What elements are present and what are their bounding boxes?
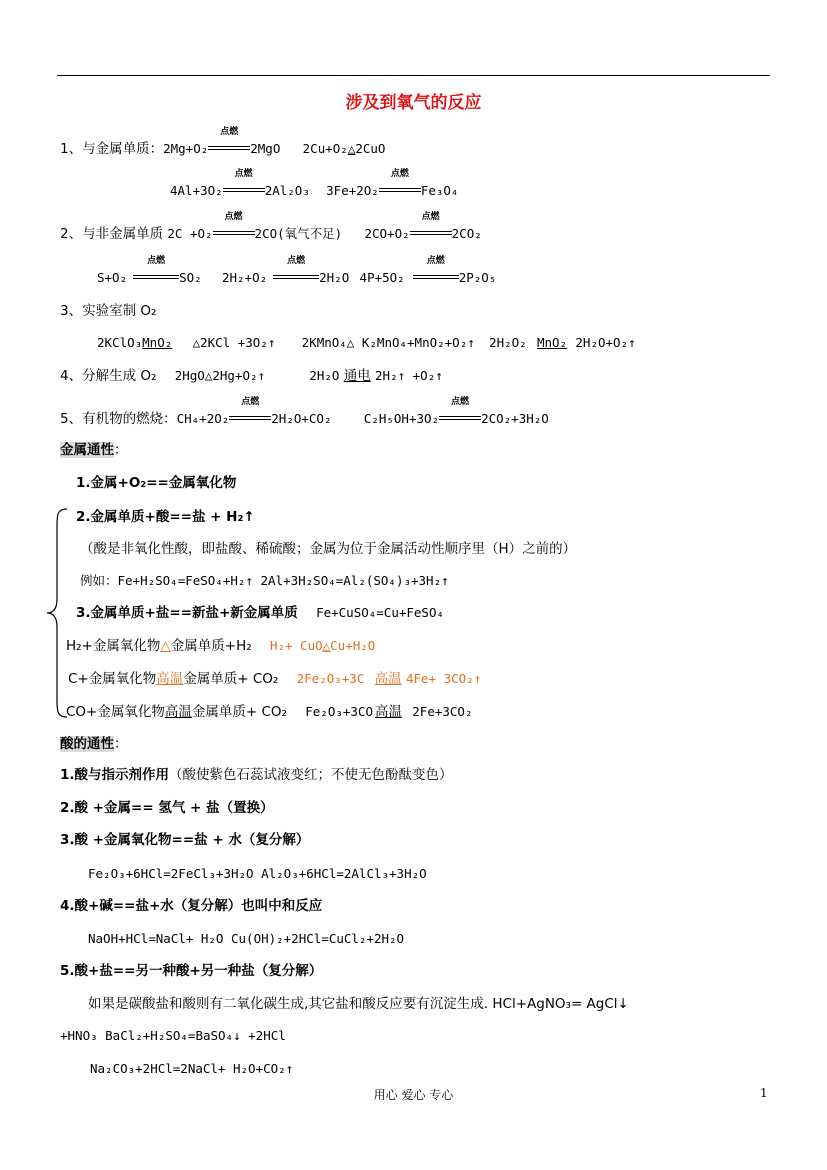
metal-rule-1: 1.金属+O₂==金属氧化物 xyxy=(76,475,237,491)
high-temp-condition: 高温 xyxy=(164,704,192,720)
rule-note: 如果是碳酸盐和酸则有二氧化碳生成,其它盐和酸反应要有沉淀生成. HCl+AgNO₃= AgCl↓ xyxy=(88,996,629,1012)
reaction-left: 2KClO₃ xyxy=(97,335,143,350)
acid-rule-5: 5.酸+盐==另一种酸+另一种盐（复分解） xyxy=(60,963,323,979)
metal-rule-2-example xyxy=(80,572,449,590)
high-temp-condition: 高温 xyxy=(374,704,402,720)
metal-rule-2-note: （酸是非氧化性酸，即盐酸、稀硫酸；金属为位于金属活动性顺序里（H）之前的） xyxy=(80,541,577,557)
h2-reduction xyxy=(66,637,375,655)
ignite-condition: 点燃 xyxy=(379,179,421,195)
reaction-left: 2H₂O₂ xyxy=(489,335,527,350)
rule-text: 1.酸与指示剂作用 xyxy=(60,767,170,783)
section-label: 5、有机物的燃烧： xyxy=(60,411,177,427)
page-number: 1 xyxy=(760,1086,768,1100)
acid-rule-5-note-2 xyxy=(60,1027,286,1045)
reaction-right: 2MgO xyxy=(250,141,281,156)
section-5 xyxy=(60,397,549,428)
reaction: 2HgO△2Hg+O₂↑ xyxy=(174,368,266,383)
example-text: NaOH+HCl=NaCl+ H₂O Cu(OH)₂+2HCl=CuCl₂+2H₂O xyxy=(88,931,405,946)
example-left: 2Fe₂O₃+3C xyxy=(296,671,365,686)
high-temp-condition: 高温 xyxy=(374,671,402,687)
section-label: 4、分解生成 O₂ xyxy=(60,368,157,384)
ignite-condition: 点燃 xyxy=(213,222,255,238)
section-3-line-2 xyxy=(97,334,636,352)
high-temp-condition: 高温 xyxy=(156,671,184,687)
heat-condition: △ xyxy=(160,638,171,654)
reaction-left: S+O₂ xyxy=(97,270,128,285)
reaction-left: 4P+5O₂ xyxy=(359,270,405,285)
section-2-line-2 xyxy=(97,256,497,287)
reaction: 2KMnO₄△ K₂MnO₄+MnO₂+O₂↑ xyxy=(301,335,475,350)
c-reduction xyxy=(68,670,481,688)
example-right: Cu+H₂O xyxy=(330,638,376,653)
rule-left: CO+金属氧化物 xyxy=(66,704,165,720)
ignite-condition: 点燃 xyxy=(208,137,250,153)
catalyst-condition: MnO₂ xyxy=(536,335,568,350)
reaction-right: 2CO₂ xyxy=(451,226,482,241)
page-title: 涉及到氧气的反应 xyxy=(345,93,482,113)
heat-condition: △ xyxy=(347,141,356,156)
acid-rule-5-note xyxy=(88,995,629,1013)
rule-note: （酸使紫色石蕊试液变红；不使无色酚酞变色） xyxy=(169,767,453,783)
metal-rule-3 xyxy=(76,604,444,622)
section-3 xyxy=(60,302,156,320)
acid-rule-4: 4.酸+碱==盐+水（复分解）也叫中和反应 xyxy=(60,898,323,914)
curly-brace-icon xyxy=(45,507,69,719)
page-footer: 用心 爱心 专心 xyxy=(373,1088,454,1102)
rule-right: 金属单质+ CO₂ xyxy=(183,671,279,687)
ignite-condition: 点燃 xyxy=(413,266,459,282)
acid-heading xyxy=(60,735,128,753)
header-rule xyxy=(57,75,770,76)
acid-rule-3-example xyxy=(88,865,427,883)
rule-left: H₂+金属氧化物 xyxy=(66,638,161,654)
example-left: Fe₂O₃+3CO xyxy=(305,704,373,719)
example-text: +HNO₃ BaCl₂+H₂SO₄=BaSO₄↓ +2HCl xyxy=(60,1028,286,1043)
reaction-right: 2CuO xyxy=(355,141,386,156)
section-1-line-2 xyxy=(170,169,459,200)
ignite-condition: 点燃 xyxy=(223,179,265,195)
example-text: Na₂CO₃+2HCl=2NaCl+ H₂O+CO₂↑ xyxy=(90,1061,294,1076)
acid-rule-4-example xyxy=(88,930,404,948)
reaction-right: 2CO(氧气不足) xyxy=(254,226,343,241)
section-4 xyxy=(60,367,443,385)
example-left: H₂+ CuO xyxy=(269,638,323,653)
reaction-left: 2Mg+O₂ xyxy=(163,141,209,156)
reaction-right: △2KCl +3O₂↑ xyxy=(192,335,276,350)
section-2 xyxy=(60,212,482,243)
example-text: Fe+CuSO₄=Cu+FeSO₄ xyxy=(316,605,445,620)
section-label: 1、与金属单质： xyxy=(60,141,164,157)
reaction-right: 2H₂O+CO₂ xyxy=(271,411,332,426)
reaction-right: 2H₂O xyxy=(319,270,350,285)
co-reduction xyxy=(66,703,473,721)
colon: ： xyxy=(114,736,128,752)
example-text: Fe₂O₃+6HCl=2FeCl₃+3H₂O Al₂O₃+6HCl=2AlCl₃+3H₂O xyxy=(88,866,427,881)
acid-heading-text: 酸的通性 xyxy=(60,736,114,752)
rule-text: 3.金属单质+盐==新盐+新金属单质 xyxy=(76,605,298,621)
reaction-right: 2H₂O+O₂↑ xyxy=(575,335,636,350)
reaction-left: 2H₂O xyxy=(309,368,340,383)
rule-left: C+金属氧化物 xyxy=(68,671,157,687)
catalyst-condition: MnO₂ xyxy=(142,335,173,350)
example-text: 例如：Fe+H₂SO₄=FeSO₄+H₂↑ 2Al+3H₂SO₄=Al₂(SO₄)₃+3H₂↑ xyxy=(80,573,449,588)
acid-rule-5-example xyxy=(90,1060,293,1078)
metal-heading xyxy=(60,441,128,459)
ignite-condition: 点燃 xyxy=(410,222,452,238)
electrolysis-condition: 通电 xyxy=(343,368,371,384)
metal-heading-text: 金属通性 xyxy=(60,442,114,458)
ignite-condition: 点燃 xyxy=(133,266,179,282)
reaction-left: C₂H₅OH+3O₂ xyxy=(363,411,440,426)
reaction-left: 2H₂+O₂ xyxy=(221,270,268,285)
metal-rule-2: 2.金属单质+酸==盐 + H₂↑ xyxy=(76,509,255,525)
reaction-left: 2C +O₂ xyxy=(167,226,213,241)
reaction-right: Fe₃O₄ xyxy=(420,183,459,198)
rule-right: 金属单质+ CO₂ xyxy=(191,704,287,720)
reaction-left: 3Fe+2O₂ xyxy=(326,183,379,198)
heat-condition: △ xyxy=(322,638,331,653)
example-right: 4Fe+ 3CO₂↑ xyxy=(405,671,482,686)
ignite-condition: 点燃 xyxy=(273,266,319,282)
rule-right: 金属单质+H₂ xyxy=(170,638,252,654)
colon: ： xyxy=(114,442,128,458)
reaction-left: 4Al+3O₂ xyxy=(170,183,223,198)
example-right: 2Fe+3CO₂ xyxy=(412,704,473,719)
acid-rule-2: 2.酸 +金属== 氢气 + 盐（置换） xyxy=(60,800,274,816)
ignite-condition: 点燃 xyxy=(439,407,481,423)
reaction-left: CH₄+2O₂ xyxy=(176,411,230,426)
section-label: 3、实验室制 O₂ xyxy=(60,303,157,319)
reaction-right: SO₂ xyxy=(179,270,202,285)
acid-rule-3: 3.酸 +金属氧化物==盐 + 水（复分解） xyxy=(60,832,310,848)
ignite-condition: 点燃 xyxy=(229,407,271,423)
reaction-left: 2CO+O₂ xyxy=(364,226,410,241)
section-1 xyxy=(60,127,386,158)
reaction-right: 2Al₂O₃ xyxy=(264,183,310,198)
section-label: 2、与非金属单质 xyxy=(60,226,164,242)
reaction-right: 2P₂O₅ xyxy=(458,270,497,285)
acid-rule-1 xyxy=(60,766,453,784)
reaction-right: 2H₂↑ +O₂↑ xyxy=(375,368,443,383)
reaction-right: 2CO₂+3H₂O xyxy=(481,411,549,426)
reaction-left: 2Cu+O₂ xyxy=(302,141,348,156)
